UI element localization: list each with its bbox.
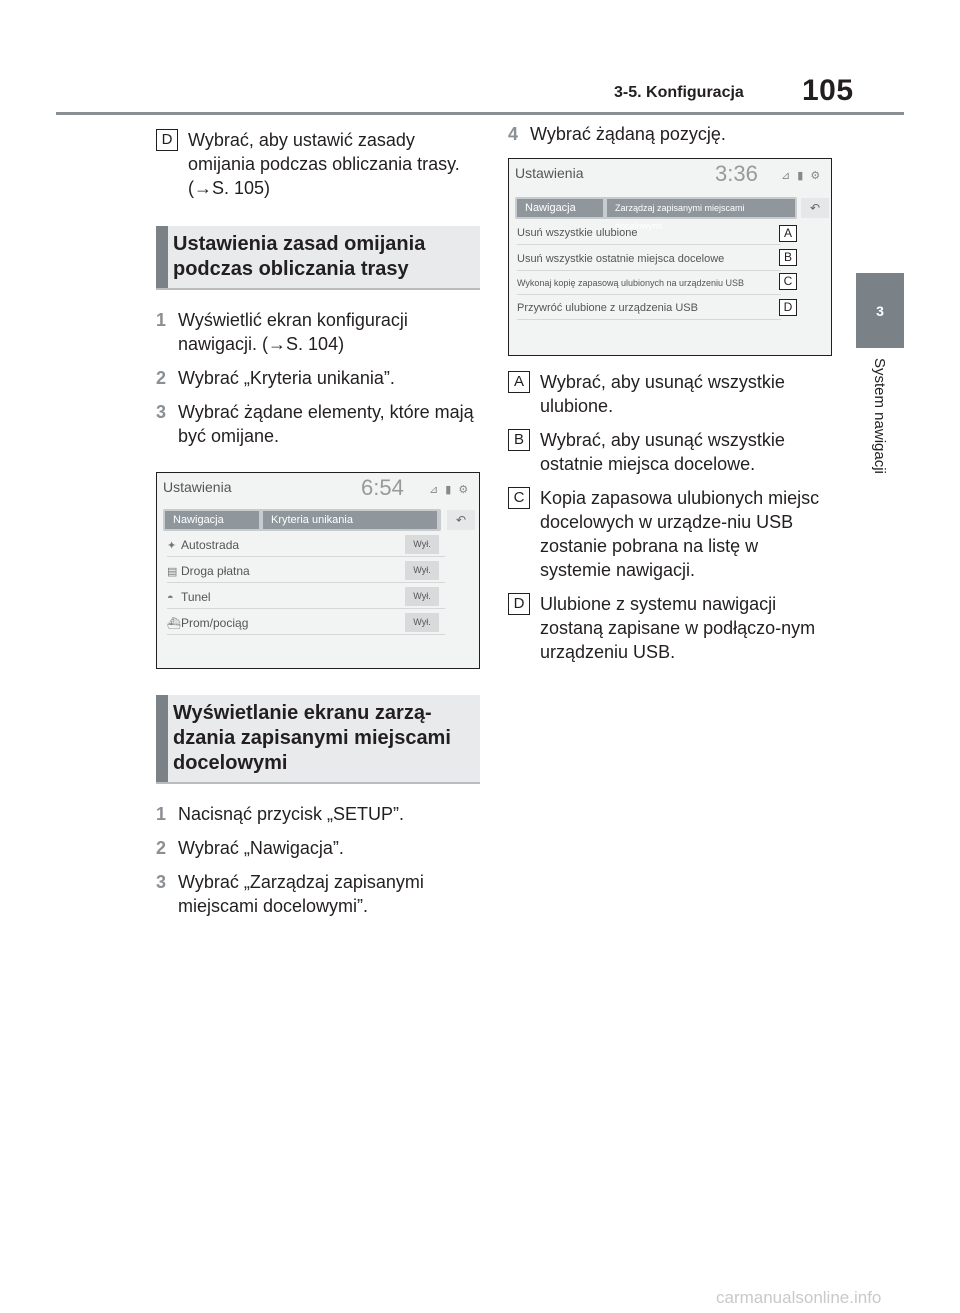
step-text: Wybrać „Zarządzaj zapisanymi miejscami docelowymi”.	[178, 872, 424, 916]
step-text: Wybrać „Kryteria unikania”.	[178, 368, 395, 388]
header-divider	[56, 112, 904, 115]
section-heading: 3-5. Konfiguracja	[614, 84, 744, 101]
car-icon: ✦	[167, 540, 177, 552]
callout-tag: C	[779, 273, 797, 290]
step-text: Wyświetlić ekran konfiguracji nawigacji. (→S. 104)	[178, 310, 408, 354]
toggle-off-button[interactable]: Wył.	[405, 613, 439, 632]
row-label: Przywróć ulubione z urządzenia USB	[517, 302, 698, 314]
step-number: 4	[508, 124, 519, 144]
step-text: Wybrać „Nawigacja”.	[178, 838, 344, 858]
destination-option-row[interactable]	[517, 271, 781, 295]
step-number: 2	[156, 368, 167, 388]
section-heading-box	[156, 695, 480, 784]
manage-destinations-screenshot	[508, 158, 832, 356]
destination-option-row[interactable]	[517, 296, 781, 320]
section-accent-bar	[156, 226, 168, 288]
step-item	[156, 366, 480, 390]
row-label: Autostrada	[181, 538, 240, 552]
toggle-off-button[interactable]: Wył.	[405, 535, 439, 554]
breadcrumb-navigation[interactable]: Nawigacja	[517, 199, 603, 217]
page-number: 105	[802, 74, 854, 107]
description-text: Wybrać, aby usunąć wszystkie ostatnie miejsca docelowe.	[540, 430, 785, 474]
description-item	[508, 486, 832, 582]
screen-clock: 6:54	[361, 475, 404, 500]
callout-tag: A	[779, 225, 797, 242]
letter-marker: B	[508, 429, 530, 451]
step-item	[156, 308, 480, 356]
right-column	[508, 122, 832, 674]
section-accent-bar	[156, 695, 168, 782]
row-label: Wykonaj kopię zapasową ulubionych na urządzeniu USB	[517, 278, 745, 288]
watermark-url: carmanualsonline.info	[716, 1288, 882, 1307]
avoid-row[interactable]	[167, 559, 445, 583]
back-button[interactable]: ↶	[801, 198, 829, 218]
breadcrumb-navigation[interactable]: Nawigacja	[165, 511, 259, 529]
intro-text: Wybrać, aby ustawić zasady omijania podczas obliczania trasy. (→S. 105)	[188, 130, 460, 198]
row-label: Usuń wszystkie ulubione	[517, 227, 638, 239]
destination-option-row[interactable]	[517, 221, 781, 245]
step-number: 2	[156, 838, 167, 858]
row-label: Droga płatna	[181, 564, 250, 578]
description-text: Kopia zapasowa ulubionych miejsc docelowych w urządze-niu USB zostanie pobrana na listę w systemie nawigacji.	[540, 488, 820, 580]
description-item	[508, 592, 832, 664]
letter-marker: C	[508, 487, 530, 509]
status-icons: ⊿ ▮ ⚙	[429, 484, 471, 496]
description-item	[508, 428, 832, 476]
row-label: Prom/pociąg	[181, 616, 249, 630]
section-title: Ustawienia zasad omijania podczas obliczania trasy	[173, 233, 426, 280]
breadcrumb-avoidance[interactable]: Kryteria unikania	[263, 511, 437, 529]
avoidance-settings-screenshot	[156, 472, 480, 669]
toggle-off-button[interactable]: Wył.	[405, 561, 439, 580]
step-number: 3	[156, 872, 167, 892]
letter-marker: D	[156, 129, 178, 151]
breadcrumb-bar	[163, 509, 441, 531]
destination-option-row[interactable]	[517, 247, 781, 271]
screen-clock: 3:36	[715, 161, 758, 186]
left-column	[156, 128, 480, 928]
letter-marker: D	[508, 593, 530, 615]
status-icons: ⊿ ▮ ⚙	[781, 170, 823, 182]
step-number: 3	[156, 402, 167, 422]
ferry-icon: ⛴	[167, 618, 181, 630]
step-text: Wybrać żądane elementy, które mają być omijane.	[178, 402, 474, 446]
step-item	[156, 400, 480, 448]
tunnel-icon: ◓	[167, 592, 174, 604]
step-text: Nacisnąć przycisk „SETUP”.	[178, 804, 405, 824]
screen-title: Ustawienia	[515, 165, 584, 181]
section-heading-box	[156, 226, 480, 290]
chapter-tab: 3	[856, 273, 904, 348]
step-item	[156, 802, 480, 826]
callout-tag: B	[779, 249, 797, 266]
step-number: 1	[156, 310, 167, 330]
step-number: 1	[156, 804, 167, 824]
description-text: Ulubione z systemu nawigacji zostaną zapisane w podłączo-nym urządzeniu USB.	[540, 594, 816, 662]
description-item	[508, 370, 832, 418]
row-label: Usuń wszystkie ostatnie miejsca docelowe	[517, 253, 725, 265]
avoid-row[interactable]	[167, 611, 445, 635]
chapter-label: System nawigacji	[871, 358, 888, 474]
avoid-row[interactable]	[167, 533, 445, 557]
back-button[interactable]: ↶	[447, 510, 475, 530]
breadcrumb-bar	[515, 197, 797, 231]
section-title: Wyświetlanie ekranu zarzą-dzania zapisanymi miejscami docelowymi	[173, 702, 451, 774]
step-item	[508, 122, 832, 146]
intro-item	[156, 128, 480, 200]
callout-tag: D	[779, 299, 797, 316]
step-item	[156, 870, 480, 918]
avoid-row[interactable]	[167, 585, 445, 609]
screen-title: Ustawienia	[163, 479, 232, 495]
step-item	[156, 836, 480, 860]
breadcrumb-manage-destinations[interactable]: Zarządzaj zapisanymi miejscami docelowymi	[607, 199, 795, 217]
row-label: Tunel	[181, 590, 211, 604]
toggle-off-button[interactable]: Wył.	[405, 587, 439, 606]
toll-icon: ▤	[167, 566, 178, 578]
step-text: Wybrać żądaną pozycję.	[530, 124, 726, 144]
description-text: Wybrać, aby usunąć wszystkie ulubione.	[540, 372, 785, 416]
letter-marker: A	[508, 371, 530, 393]
